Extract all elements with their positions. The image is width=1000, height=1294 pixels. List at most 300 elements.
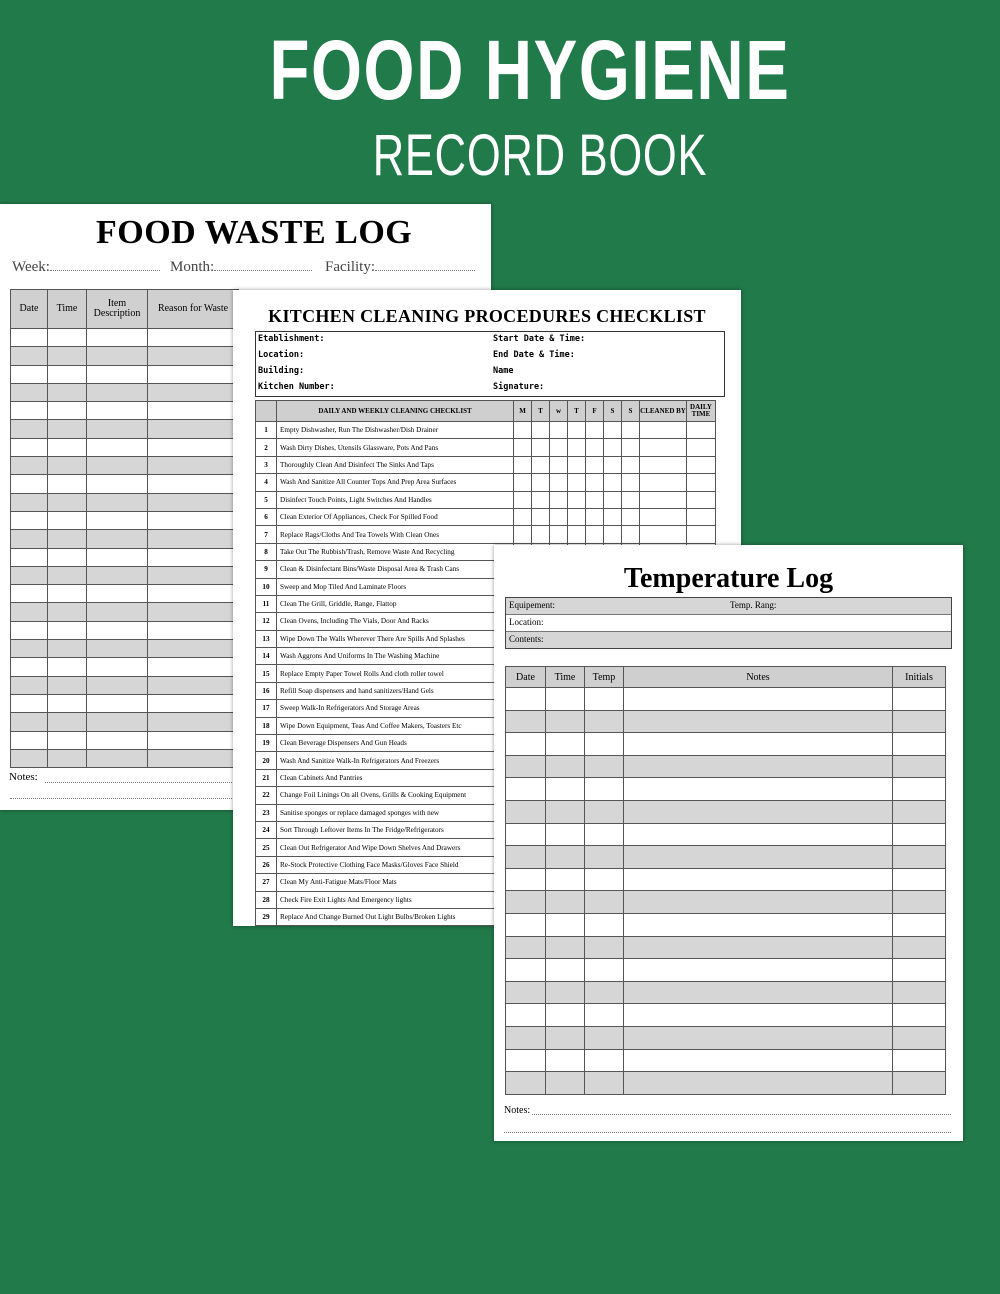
check-cell[interactable] (640, 508, 687, 525)
task-label: Replace Rags/Cloths And Tea Towels With Clean Ones (277, 526, 514, 543)
table-cell[interactable] (585, 846, 624, 869)
table-cell[interactable] (506, 823, 546, 846)
table-cell[interactable] (148, 548, 239, 566)
table-cell[interactable] (506, 868, 546, 891)
task-label: Take Out The Rubbish/Trash, Remove Waste And Recycling (277, 543, 514, 560)
check-cell[interactable] (622, 456, 640, 473)
table-cell[interactable] (893, 778, 946, 801)
task-label: Check Fire Exit Lights And Emergency lights (277, 891, 514, 908)
task-label: Clean Ovens, Including The Vials, Door And Racks (277, 613, 514, 630)
table-cell[interactable] (11, 511, 48, 529)
table-cell[interactable] (893, 800, 946, 823)
location-label: Location: (258, 350, 305, 360)
table-cell[interactable] (148, 713, 239, 731)
temperature-table (505, 666, 946, 1095)
check-cell[interactable] (550, 456, 568, 473)
table-cell[interactable] (546, 1072, 585, 1095)
table-cell[interactable] (11, 621, 48, 639)
table-row (11, 365, 239, 383)
task-label: Sweep Walk-In Refrigerators And Storage Areas (277, 700, 514, 717)
check-cell[interactable] (514, 508, 532, 525)
check-cell[interactable] (568, 439, 586, 456)
check-cell[interactable] (532, 456, 550, 473)
name-label: Name (493, 366, 514, 376)
check-cell[interactable] (604, 456, 622, 473)
table-cell[interactable] (893, 823, 946, 846)
table-cell[interactable] (11, 457, 48, 475)
table-cell[interactable] (585, 710, 624, 733)
table-cell[interactable] (48, 457, 87, 475)
table-cell[interactable] (87, 347, 148, 365)
table-cell[interactable] (546, 710, 585, 733)
check-cell[interactable] (532, 508, 550, 525)
table-cell[interactable] (11, 530, 48, 548)
table-cell[interactable] (624, 823, 893, 846)
table-cell[interactable] (11, 438, 48, 456)
table-cell[interactable] (87, 713, 148, 731)
table-cell[interactable] (148, 585, 239, 603)
table-cell[interactable] (585, 823, 624, 846)
table-cell[interactable] (506, 755, 546, 778)
table-cell[interactable] (11, 329, 48, 347)
table-cell[interactable] (48, 402, 87, 420)
table-cell[interactable] (506, 1004, 546, 1027)
table-cell[interactable] (624, 891, 893, 914)
check-cell[interactable] (640, 474, 687, 491)
table-cell[interactable] (546, 800, 585, 823)
table-cell[interactable] (87, 621, 148, 639)
check-cell[interactable] (604, 422, 622, 439)
table-cell[interactable] (893, 710, 946, 733)
table-cell[interactable] (11, 585, 48, 603)
table-cell[interactable] (48, 640, 87, 658)
table-cell[interactable] (48, 475, 87, 493)
task-row (256, 474, 716, 491)
table-cell[interactable] (624, 710, 893, 733)
check-cell[interactable] (550, 491, 568, 508)
table-cell[interactable] (87, 511, 148, 529)
table-cell[interactable] (585, 688, 624, 711)
check-cell[interactable] (687, 422, 716, 439)
task-number: 24 (256, 821, 277, 838)
table-cell[interactable] (48, 658, 87, 676)
table-cell[interactable] (893, 891, 946, 914)
table-cell[interactable] (585, 1004, 624, 1027)
table-cell[interactable] (148, 658, 239, 676)
table-cell[interactable] (148, 749, 239, 767)
table-cell[interactable] (148, 402, 239, 420)
table-cell[interactable] (585, 778, 624, 801)
table-cell[interactable] (11, 383, 48, 401)
check-cell[interactable] (604, 439, 622, 456)
table-cell[interactable] (506, 688, 546, 711)
table-cell[interactable] (148, 420, 239, 438)
table-cell[interactable] (893, 1072, 946, 1095)
table-cell[interactable] (585, 1026, 624, 1049)
table-cell[interactable] (87, 365, 148, 383)
table-cell[interactable] (624, 1026, 893, 1049)
table-cell[interactable] (148, 676, 239, 694)
check-cell[interactable] (640, 526, 687, 543)
task-label: Clean Out Refrigerator And Wipe Down Shelves And Drawers (277, 839, 514, 856)
temp-range-label: Temp. Rang: (730, 600, 777, 610)
check-cell[interactable] (532, 439, 550, 456)
table-row (506, 1004, 946, 1027)
col-date: Date (506, 667, 546, 688)
table-cell[interactable] (546, 959, 585, 982)
table-row (11, 713, 239, 731)
check-cell[interactable] (568, 491, 586, 508)
table-cell[interactable] (87, 603, 148, 621)
check-cell[interactable] (514, 422, 532, 439)
check-cell[interactable] (514, 526, 532, 543)
table-cell[interactable] (506, 913, 546, 936)
check-cell[interactable] (586, 422, 604, 439)
task-number: 8 (256, 543, 277, 560)
table-cell[interactable] (87, 383, 148, 401)
table-cell[interactable] (87, 694, 148, 712)
table-cell[interactable] (506, 800, 546, 823)
table-cell[interactable] (87, 566, 148, 584)
check-cell[interactable] (586, 456, 604, 473)
table-cell[interactable] (148, 493, 239, 511)
table-cell[interactable] (11, 749, 48, 767)
table-cell[interactable] (624, 688, 893, 711)
table-cell[interactable] (48, 694, 87, 712)
table-cell[interactable] (624, 778, 893, 801)
check-cell[interactable] (568, 422, 586, 439)
table-cell[interactable] (11, 694, 48, 712)
table-cell[interactable] (624, 868, 893, 891)
table-cell[interactable] (893, 913, 946, 936)
table-cell[interactable] (585, 1049, 624, 1072)
check-cell[interactable] (604, 491, 622, 508)
table-cell[interactable] (87, 530, 148, 548)
table-row (11, 402, 239, 420)
check-cell[interactable] (586, 439, 604, 456)
table-cell[interactable] (546, 981, 585, 1004)
check-cell[interactable] (687, 456, 716, 473)
table-cell[interactable] (506, 891, 546, 914)
table-cell[interactable] (546, 1004, 585, 1027)
table-cell[interactable] (48, 603, 87, 621)
table-row (506, 1049, 946, 1072)
table-cell[interactable] (11, 402, 48, 420)
table-cell[interactable] (48, 493, 87, 511)
table-cell[interactable] (48, 329, 87, 347)
check-cell[interactable] (622, 526, 640, 543)
check-cell[interactable] (622, 491, 640, 508)
table-cell[interactable] (48, 438, 87, 456)
table-cell[interactable] (148, 603, 239, 621)
check-cell[interactable] (532, 422, 550, 439)
table-cell[interactable] (585, 733, 624, 756)
check-cell[interactable] (586, 508, 604, 525)
table-cell[interactable] (48, 365, 87, 383)
table-row (506, 846, 946, 869)
table-row (11, 383, 239, 401)
task-number: 15 (256, 665, 277, 682)
table-cell[interactable] (585, 936, 624, 959)
check-cell[interactable] (532, 474, 550, 491)
table-cell[interactable] (546, 1026, 585, 1049)
task-row (256, 508, 716, 525)
table-cell[interactable] (585, 891, 624, 914)
table-cell[interactable] (893, 755, 946, 778)
table-cell[interactable] (87, 585, 148, 603)
table-cell[interactable] (585, 913, 624, 936)
check-cell[interactable] (687, 526, 716, 543)
table-cell[interactable] (624, 800, 893, 823)
table-cell[interactable] (11, 347, 48, 365)
check-cell[interactable] (514, 456, 532, 473)
table-cell[interactable] (148, 475, 239, 493)
table-cell[interactable] (148, 329, 239, 347)
table-cell[interactable] (148, 566, 239, 584)
table-cell[interactable] (11, 731, 48, 749)
table-cell[interactable] (624, 1004, 893, 1027)
table-row (506, 755, 946, 778)
check-cell[interactable] (640, 439, 687, 456)
task-row (256, 456, 716, 473)
task-number: 25 (256, 839, 277, 856)
table-cell[interactable] (506, 936, 546, 959)
table-row (506, 710, 946, 733)
table-cell[interactable] (87, 658, 148, 676)
table-cell[interactable] (624, 755, 893, 778)
table-row (506, 959, 946, 982)
table-cell[interactable] (546, 846, 585, 869)
week-label: Week: (12, 259, 50, 275)
table-cell[interactable] (506, 778, 546, 801)
table-cell[interactable] (87, 438, 148, 456)
table-cell[interactable] (893, 1026, 946, 1049)
table-cell[interactable] (148, 457, 239, 475)
task-number: 17 (256, 700, 277, 717)
check-cell[interactable] (586, 491, 604, 508)
table-cell[interactable] (506, 981, 546, 1004)
table-cell[interactable] (624, 981, 893, 1004)
table-cell[interactable] (11, 640, 48, 658)
table-cell[interactable] (48, 731, 87, 749)
check-cell[interactable] (568, 456, 586, 473)
table-cell[interactable] (11, 603, 48, 621)
table-cell[interactable] (11, 713, 48, 731)
table-cell[interactable] (893, 936, 946, 959)
table-cell[interactable] (624, 913, 893, 936)
table-cell[interactable] (87, 749, 148, 767)
table-cell[interactable] (148, 347, 239, 365)
table-cell[interactable] (48, 585, 87, 603)
table-cell[interactable] (11, 365, 48, 383)
check-cell[interactable] (550, 526, 568, 543)
check-cell[interactable] (568, 508, 586, 525)
temperature-info-box (505, 597, 952, 649)
table-cell[interactable] (506, 1026, 546, 1049)
check-cell[interactable] (550, 508, 568, 525)
table-cell[interactable] (893, 1049, 946, 1072)
table-cell[interactable] (624, 1049, 893, 1072)
table-cell[interactable] (546, 868, 585, 891)
table-cell[interactable] (624, 1072, 893, 1095)
table-cell[interactable] (546, 1049, 585, 1072)
table-cell[interactable] (546, 688, 585, 711)
table-cell[interactable] (585, 959, 624, 982)
check-cell[interactable] (687, 491, 716, 508)
table-cell[interactable] (546, 733, 585, 756)
col-date: Date (11, 290, 48, 329)
table-cell[interactable] (624, 936, 893, 959)
table-cell[interactable] (893, 959, 946, 982)
table-cell[interactable] (11, 548, 48, 566)
task-row (256, 526, 716, 543)
check-cell[interactable] (550, 422, 568, 439)
check-cell[interactable] (622, 439, 640, 456)
equipment-label: Equipement: (509, 600, 555, 610)
table-cell[interactable] (148, 383, 239, 401)
task-label: Sort Through Leftover Items In The Fridge/Refrigerators (277, 821, 514, 838)
check-cell[interactable] (640, 422, 687, 439)
table-cell[interactable] (148, 530, 239, 548)
table-cell[interactable] (48, 548, 87, 566)
table-cell[interactable] (48, 347, 87, 365)
table-cell[interactable] (893, 868, 946, 891)
table-cell[interactable] (11, 658, 48, 676)
table-cell[interactable] (148, 438, 239, 456)
table-cell[interactable] (506, 959, 546, 982)
table-cell[interactable] (87, 493, 148, 511)
table-cell[interactable] (585, 981, 624, 1004)
table-cell[interactable] (48, 676, 87, 694)
table-cell[interactable] (48, 383, 87, 401)
check-cell[interactable] (550, 439, 568, 456)
table-cell[interactable] (87, 402, 148, 420)
table-cell[interactable] (893, 1004, 946, 1027)
task-row (256, 422, 716, 439)
table-cell[interactable] (87, 475, 148, 493)
table-cell[interactable] (148, 511, 239, 529)
task-label: Change Foil Linings On all Ovens, Grills & Cooking Equipment (277, 787, 514, 804)
table-cell[interactable] (506, 733, 546, 756)
table-cell[interactable] (546, 936, 585, 959)
task-label: Wipe Down The Walls Wherever There Are Spills And Splashes (277, 630, 514, 647)
table-cell[interactable] (48, 749, 87, 767)
check-cell[interactable] (604, 474, 622, 491)
table-cell[interactable] (11, 493, 48, 511)
check-cell[interactable] (568, 526, 586, 543)
table-cell[interactable] (48, 530, 87, 548)
table-cell[interactable] (148, 621, 239, 639)
table-cell[interactable] (87, 329, 148, 347)
location-label: Location: (509, 617, 544, 627)
check-cell[interactable] (586, 474, 604, 491)
table-cell[interactable] (11, 475, 48, 493)
table-row (506, 936, 946, 959)
table-cell[interactable] (48, 420, 87, 438)
check-cell[interactable] (640, 491, 687, 508)
table-cell[interactable] (87, 731, 148, 749)
table-cell[interactable] (87, 640, 148, 658)
table-cell[interactable] (624, 959, 893, 982)
table-cell[interactable] (585, 868, 624, 891)
table-cell[interactable] (506, 1049, 546, 1072)
table-cell[interactable] (148, 694, 239, 712)
check-cell[interactable] (514, 439, 532, 456)
check-cell[interactable] (604, 508, 622, 525)
table-cell[interactable] (48, 566, 87, 584)
table-cell[interactable] (893, 733, 946, 756)
check-cell[interactable] (514, 491, 532, 508)
check-cell[interactable] (622, 508, 640, 525)
food-waste-notes-label: Notes: (9, 771, 38, 783)
table-cell[interactable] (585, 755, 624, 778)
table-cell[interactable] (506, 710, 546, 733)
table-cell[interactable] (87, 676, 148, 694)
table-cell[interactable] (48, 511, 87, 529)
table-cell[interactable] (48, 621, 87, 639)
check-cell[interactable] (568, 474, 586, 491)
table-cell[interactable] (506, 846, 546, 869)
table-cell[interactable] (87, 548, 148, 566)
table-cell[interactable] (546, 823, 585, 846)
table-cell[interactable] (148, 640, 239, 658)
table-cell[interactable] (893, 846, 946, 869)
table-cell[interactable] (11, 676, 48, 694)
check-cell[interactable] (532, 526, 550, 543)
table-cell[interactable] (546, 778, 585, 801)
table-row (506, 800, 946, 823)
table-row (11, 658, 239, 676)
table-cell[interactable] (893, 981, 946, 1004)
check-cell[interactable] (640, 456, 687, 473)
check-cell[interactable] (514, 474, 532, 491)
table-cell[interactable] (546, 755, 585, 778)
table-cell[interactable] (546, 891, 585, 914)
check-cell[interactable] (622, 422, 640, 439)
table-cell[interactable] (506, 1072, 546, 1095)
table-cell[interactable] (11, 566, 48, 584)
table-cell[interactable] (585, 1072, 624, 1095)
check-cell[interactable] (687, 474, 716, 491)
check-cell[interactable] (687, 508, 716, 525)
table-cell[interactable] (624, 846, 893, 869)
table-cell[interactable] (893, 688, 946, 711)
table-cell[interactable] (87, 420, 148, 438)
check-cell[interactable] (604, 526, 622, 543)
check-cell[interactable] (532, 491, 550, 508)
check-cell[interactable] (687, 439, 716, 456)
table-row (506, 1072, 946, 1095)
table-cell[interactable] (546, 913, 585, 936)
task-number: 20 (256, 752, 277, 769)
temperature-log-title: Temperature Log (623, 563, 834, 594)
table-cell[interactable] (11, 420, 48, 438)
check-cell[interactable] (622, 474, 640, 491)
table-cell[interactable] (585, 800, 624, 823)
check-cell[interactable] (586, 526, 604, 543)
task-number: 1 (256, 422, 277, 439)
kitchen-checklist-title: KITCHEN CLEANING PROCEDURES CHECKLIST (268, 306, 706, 326)
table-row (11, 749, 239, 767)
table-cell[interactable] (87, 457, 148, 475)
table-cell[interactable] (148, 365, 239, 383)
table-cell[interactable] (624, 733, 893, 756)
task-number: 27 (256, 874, 277, 891)
table-cell[interactable] (48, 713, 87, 731)
signature-label: Signature: (493, 382, 545, 392)
check-cell[interactable] (550, 474, 568, 491)
table-cell[interactable] (148, 731, 239, 749)
